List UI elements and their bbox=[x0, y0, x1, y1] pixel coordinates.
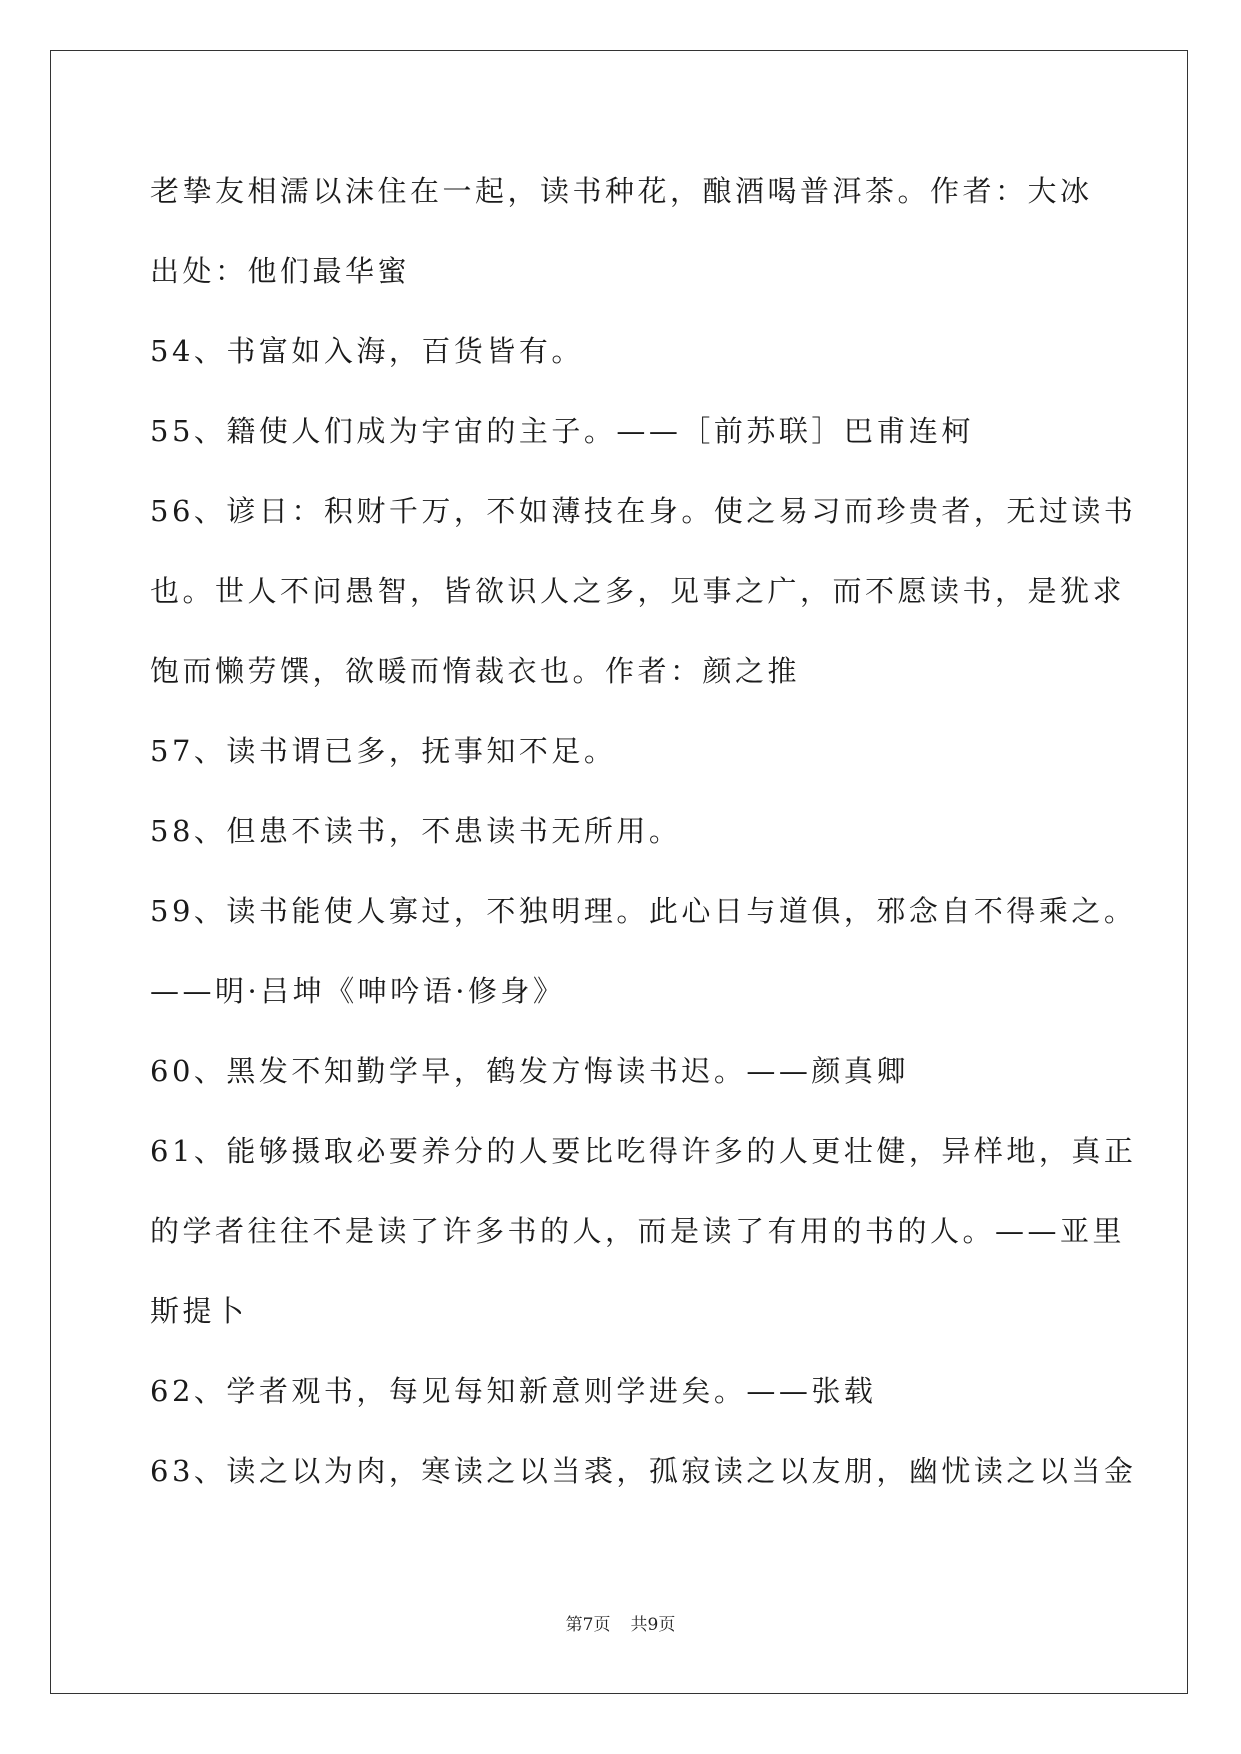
text-line: 的学者往往不是读了许多书的人，而是读了有用的书的人。——亚里 bbox=[150, 1214, 1126, 1248]
page-number: 第7页 bbox=[565, 1615, 611, 1635]
text-line: 59、读书能使人寡过，不独明理。此心日与道俱，邪念自不得乘之。 bbox=[150, 894, 1137, 928]
page-footer bbox=[0, 1614, 1241, 1636]
text-line: 58、但患不读书，不患读书无所用。 bbox=[150, 814, 682, 848]
text-line: 56、谚日：积财千万，不如薄技在身。使之易习而珍贵者，无过读书 bbox=[150, 494, 1137, 528]
text-line: 斯提卜 bbox=[150, 1294, 248, 1328]
text-line: 55、籍使人们成为宇宙的主子。——［前苏联］巴甫连柯 bbox=[150, 414, 974, 448]
text-line: 也。世人不问愚智，皆欲识人之多，见事之广，而不愿读书，是犹求 bbox=[150, 574, 1126, 608]
page-border bbox=[50, 50, 1188, 1694]
text-line: 61、能够摄取必要养分的人要比吃得许多的人更壮健，异样地，真正 bbox=[150, 1134, 1137, 1168]
text-line: 57、读书谓已多，抚事知不足。 bbox=[150, 734, 617, 768]
page-total: 共9页 bbox=[630, 1615, 676, 1635]
text-line: 60、黑发不知勤学早，鹤发方悔读书迟。——颜真卿 bbox=[150, 1054, 909, 1088]
text-line: 饱而懒劳馔，欲暖而惰裁衣也。作者：颜之推 bbox=[150, 654, 801, 688]
text-line: 出处：他们最华蜜 bbox=[150, 254, 411, 288]
text-line: 老挚友相濡以沫住在一起，读书种花，酿酒喝普洱茶。作者：大冰 bbox=[150, 174, 1093, 208]
text-line: 63、读之以为肉，寒读之以当裘，孤寂读之以友朋，幽忧读之以当金 bbox=[150, 1454, 1137, 1488]
text-line: 54、书富如入海，百货皆有。 bbox=[150, 334, 584, 368]
text-line: ——明·吕坤《呻吟语·修身》 bbox=[150, 974, 566, 1008]
text-line: 62、学者观书，每见每知新意则学进矣。——张载 bbox=[150, 1374, 877, 1408]
